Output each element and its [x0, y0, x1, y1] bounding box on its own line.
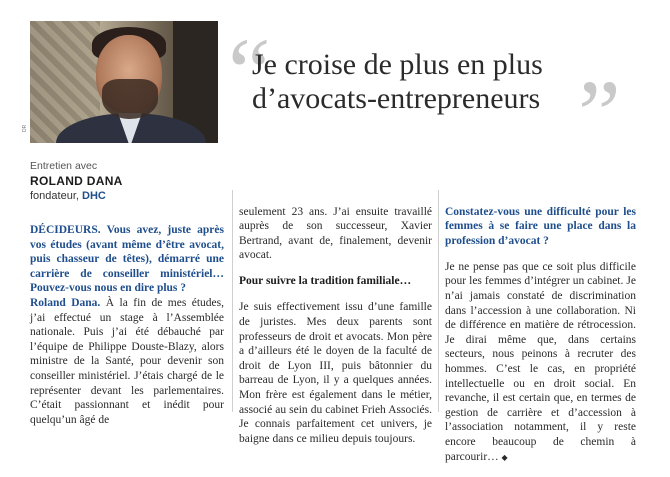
headline-line-2: d’avocats-entrepreneurs	[252, 82, 541, 115]
open-quote-icon: “	[228, 18, 271, 125]
answer-lead: Roland Dana.	[30, 296, 101, 309]
answer-text: À la fin de mes études, j’ai effectué un stage à l’Assemblée nationale. Puis j’ai été débauché par l’équipe de Philippe Douste-Blazy, alors ministre de la Santé, pour devenir son conseiller ministériel. J’étais chargé de le représenter devant les parlementaires. C’était passionnant et inédit pour quelqu’un âgé de	[30, 296, 224, 426]
question-lead: DÉCIDEURS.	[30, 224, 101, 236]
photo-credit: DR	[22, 124, 28, 132]
close-quote-icon: ”	[578, 60, 621, 167]
article-column-2	[239, 193, 432, 458]
interviewee-name: ROLAND DANA	[30, 174, 123, 188]
answer-paragraph	[30, 296, 224, 427]
body-paragraph: Je suis effectivement issu d’une famille de juristes. Mes deux parents sont professeurs de droit et avocats. Mon père a d’ailleurs été le doyen de la faculté de droit de Lyon III, puis bâtonnier du barreau de Lyon, il y a quelques années. Mon frère est également dans le métier, associé au sein du cabinet Frieh Associés. Je connais parfaitement cet univers, je baigne dans ce milieu depuis toujours.	[239, 301, 432, 445]
portrait-photo	[30, 21, 218, 143]
headline	[252, 48, 652, 116]
interview-intro	[30, 159, 230, 203]
question-text: Vous avez, juste après vos études (avant même d’être avocat, puis chasseur de têtes), démarré une carrière de conseiller ministériel… Pouvez-vous nous en dire plus ?	[30, 224, 224, 295]
article-column-3	[445, 193, 636, 477]
intro-label: Entretien avec	[30, 160, 98, 172]
article-column-1	[30, 223, 224, 427]
answer-text: Je ne pense pas que ce soit plus difficile pour les femmes d’intégrer un cabinet. Je n’ai jamais constaté de discrimination dans l’accession à une collaboration. Ni de différence en matière de rétrocession. Je dirai même que, dans certains secteurs, nous peinons à recruter des hommes. C’est le cas, en propriété intellectuelle ou en droit social. En revanche, il est certain que, en termes de gestion de carrière et d’accession à l’association notamment, il y reste encore beaucoup de chemin à parcourir…	[445, 260, 636, 463]
headline-line-1: Je croise de plus en plus	[252, 48, 543, 81]
body-paragraph: seulement 23 ans. J’ai ensuite travaillé auprès de son successeur, Xavier Bertrand, avant de, finalement, devenir avocat.	[239, 205, 432, 262]
interviewee-role	[30, 189, 230, 203]
column-divider	[232, 190, 233, 412]
end-mark-icon: ◆	[501, 452, 508, 462]
role-text: fondateur,	[30, 190, 79, 202]
organization-name: DHC	[82, 190, 106, 202]
column-divider	[438, 190, 439, 412]
question-text: Constatez-vous une difficulté pour les femmes à se faire une place dans la profession d’avocat ?	[445, 205, 636, 247]
question-paragraph	[30, 223, 224, 296]
subheading: Pour suivre la tradition familiale…	[239, 275, 412, 288]
answer-paragraph	[445, 260, 636, 465]
